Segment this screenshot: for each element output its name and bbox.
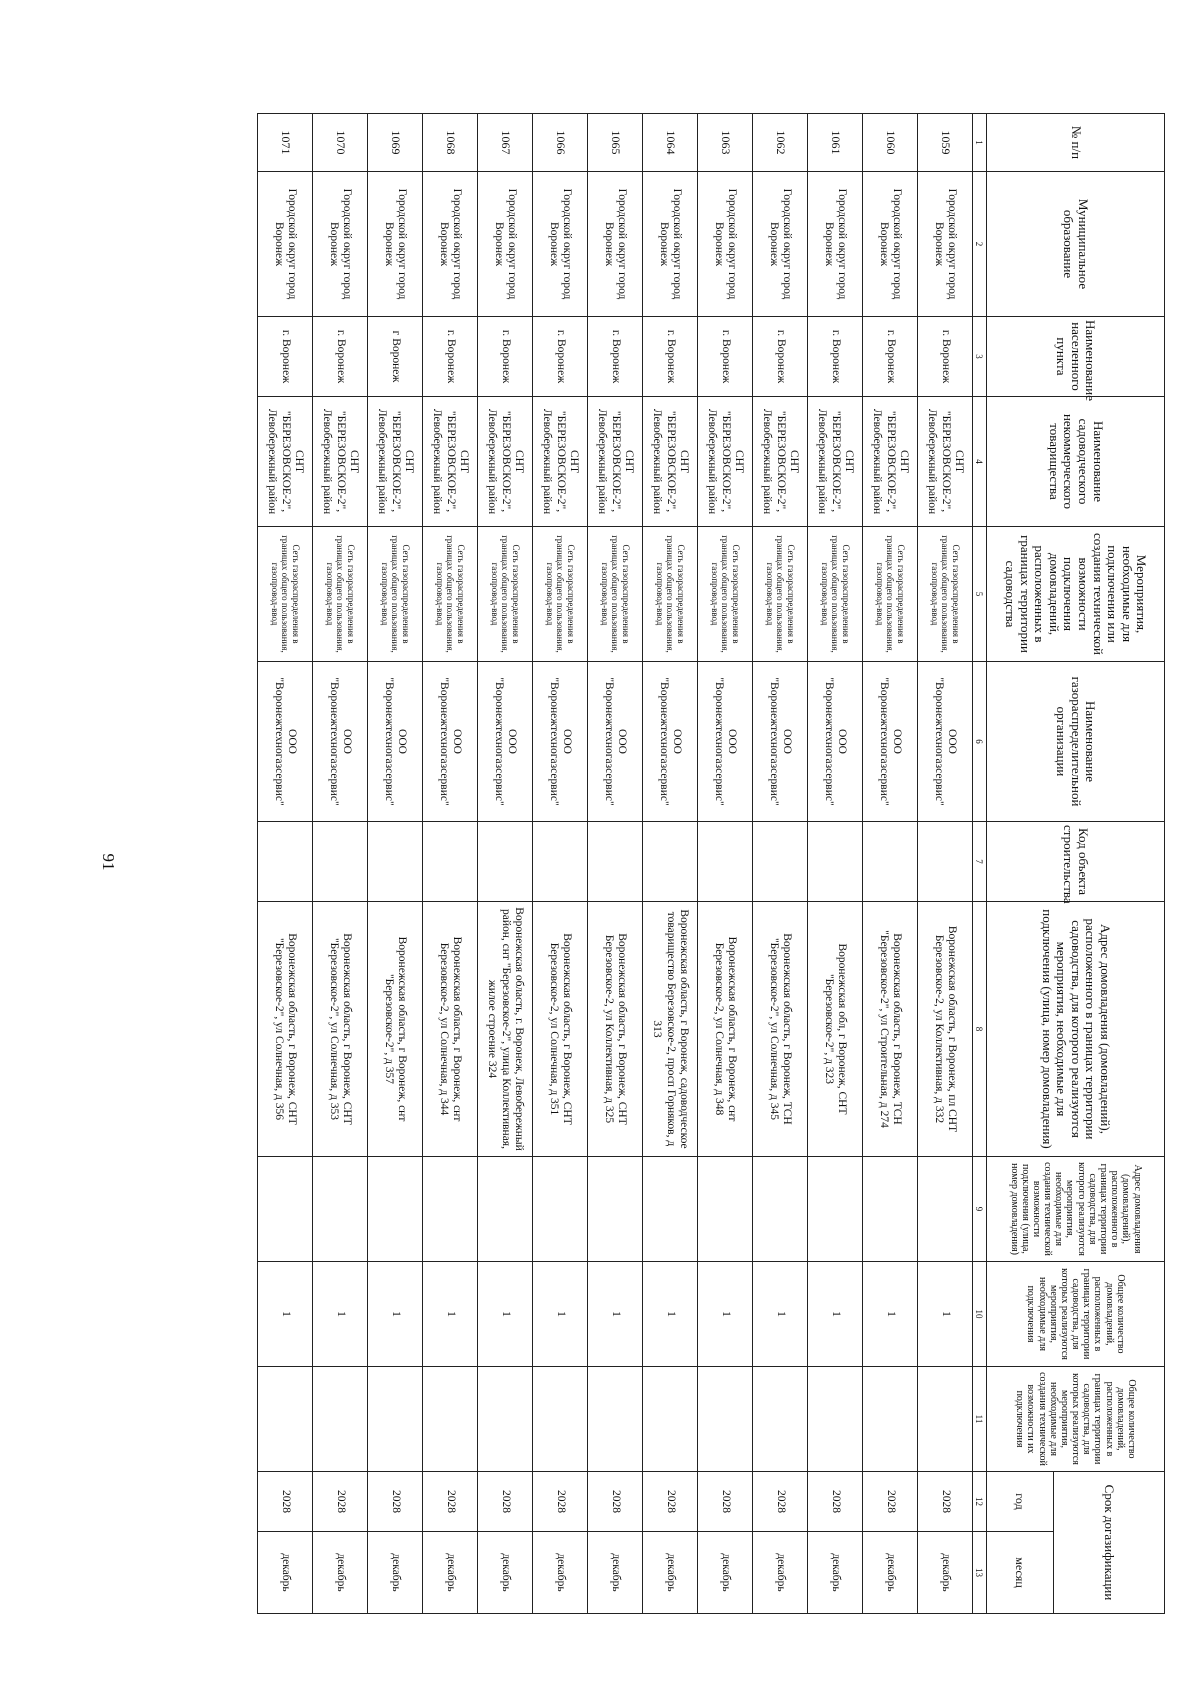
settlement-cell: г. Воронеж (643, 317, 698, 397)
organization-cell: ООО "Воронежтехногазсервис" (478, 662, 533, 822)
table-row (698, 114, 753, 1614)
organization-cell: ООО "Воронежтехногазсервис" (863, 662, 918, 822)
table-row (753, 114, 808, 1614)
table-row (808, 114, 863, 1614)
organization-cell: ООО "Воронежтехногазсервис" (313, 662, 368, 822)
gasification-table (257, 113, 1165, 1614)
column-number: 12 (973, 1472, 987, 1532)
organization-cell: ООО "Воронежтехногазсервис" (423, 662, 478, 822)
partnership-cell: СНТ "БЕРЕЗОВСКОЕ-2", Левобережный район (753, 397, 808, 527)
partnership-cell: СНТ "БЕРЕЗОВСКОЕ-2", Левобережный район (478, 397, 533, 527)
object-code-cell (698, 822, 753, 902)
row-number: 1063 (698, 114, 753, 172)
organization-cell: ООО "Воронежтехногазсервис" (753, 662, 808, 822)
capability-address-cell (753, 1157, 808, 1262)
municipality-cell: Городской округ город Воронеж (423, 172, 478, 317)
municipality-cell: Городской округ город Воронеж (588, 172, 643, 317)
capability-count-cell (918, 1367, 973, 1472)
settlement-cell: г. Воронеж (423, 317, 478, 397)
column-number: 1 (973, 114, 987, 172)
settlement-cell: г Воронеж (368, 317, 423, 397)
column-number: 13 (973, 1532, 987, 1614)
settlement-cell: г. Воронеж (258, 317, 313, 397)
object-code-cell (808, 822, 863, 902)
month-cell: декабрь (863, 1532, 918, 1614)
address-cell: Воронежская область, г Воронеж, СНТ Березовское-2, ул Коллективная, д 325 (588, 902, 643, 1157)
partnership-cell: СНТ "БЕРЕЗОВСКОЕ-2", Левобережный район (808, 397, 863, 527)
table-row (533, 114, 588, 1614)
year-cell: 2028 (698, 1472, 753, 1532)
month-cell: декабрь (808, 1532, 863, 1614)
row-number: 1064 (643, 114, 698, 172)
capability-address-cell (808, 1157, 863, 1262)
table-row (643, 114, 698, 1614)
row-number: 1071 (258, 114, 313, 172)
header-row (1054, 114, 1165, 1614)
month-cell: декабрь (753, 1532, 808, 1614)
year-cell: 2028 (918, 1472, 973, 1532)
connection-count-cell: 1 (588, 1262, 643, 1367)
table-row (478, 114, 533, 1614)
connection-count-cell: 1 (753, 1262, 808, 1367)
capability-address-cell (368, 1157, 423, 1262)
partnership-cell: СНТ "БЕРЕЗОВСКОЕ-2", Левобережный район (368, 397, 423, 527)
connection-count-cell: 1 (258, 1262, 313, 1367)
header-organization: Наименование газораспределительной организации (987, 662, 1165, 822)
row-number: 1060 (863, 114, 918, 172)
settlement-cell: г. Воронеж (588, 317, 643, 397)
row-number: 1070 (313, 114, 368, 172)
address-cell: Воронежская область, г Воронеж, пл СНТ Березовское-2, ул Коллективная, д 332 (918, 902, 973, 1157)
partnership-cell: СНТ "БЕРЕЗОВСКОЕ-2", Левобережный район (423, 397, 478, 527)
header-month: месяц (987, 1532, 1054, 1614)
organization-cell: ООО "Воронежтехногазсервис" (808, 662, 863, 822)
header-count-connection: Общее количество домовладений, расположенных в границах территории садоводства, для которых реализуются мероприятия, необходимые для подключения (987, 1262, 1165, 1367)
column-number: 8 (973, 902, 987, 1157)
capability-count-cell (698, 1367, 753, 1472)
partnership-cell: СНТ "БЕРЕЗОВСКОЕ-2", Левобережный район (918, 397, 973, 527)
month-cell: декабрь (478, 1532, 533, 1614)
partnership-cell: СНТ "БЕРЕЗОВСКОЕ-2", Левобережный район (258, 397, 313, 527)
row-number: 1067 (478, 114, 533, 172)
header-count-capability: Общее количество домовладений, расположенных в границах территории садоводства, для которых реализуются мероприятия, необходимые для создания технической возможности их подключения (987, 1367, 1165, 1472)
capability-address-cell (423, 1157, 478, 1262)
organization-cell: ООО "Воронежтехногазсервис" (918, 662, 973, 822)
capability-count-cell (478, 1367, 533, 1472)
month-cell: декабрь (698, 1532, 753, 1614)
address-cell: Воронежская область, г Воронеж, снт "Березовское-2", д 357 (368, 902, 423, 1157)
settlement-cell: г. Воронеж (698, 317, 753, 397)
capability-count-cell (313, 1367, 368, 1472)
month-cell: декабрь (423, 1532, 478, 1614)
table-row (313, 114, 368, 1614)
municipality-cell: Городской округ город Воронеж (368, 172, 423, 317)
object-code-cell (478, 822, 533, 902)
column-number: 6 (973, 662, 987, 822)
column-number: 11 (973, 1367, 987, 1472)
object-code-cell (313, 822, 368, 902)
year-cell: 2028 (808, 1472, 863, 1532)
header-num: № п/п (987, 114, 1165, 172)
row-number: 1068 (423, 114, 478, 172)
row-number: 1065 (588, 114, 643, 172)
settlement-cell: г. Воронеж (918, 317, 973, 397)
partnership-cell: СНТ "БЕРЕЗОВСКОЕ-2", Левобережный район (533, 397, 588, 527)
address-cell: Воронежская область, г Воронеж, снт Березовское-2, ул Солнечная, д 344 (423, 902, 478, 1157)
capability-count-cell (423, 1367, 478, 1472)
column-number: 7 (973, 822, 987, 902)
year-cell: 2028 (533, 1472, 588, 1532)
table-row (588, 114, 643, 1614)
month-cell: декабрь (533, 1532, 588, 1614)
capability-count-cell (643, 1367, 698, 1472)
address-cell: Воронежская область, г. Воронеж, Левобережный район, снт "Березовское-2", улица Коллективная, жилое строение 324 (478, 902, 533, 1157)
activity-cell: Сеть газораспределения в границах общего пользования, газопровод-ввод (258, 527, 313, 662)
settlement-cell: г. Воронеж (533, 317, 588, 397)
header-deadline: Срок догазификации (1054, 1472, 1165, 1614)
connection-count-cell: 1 (643, 1262, 698, 1367)
capability-count-cell (588, 1367, 643, 1472)
column-number: 10 (973, 1262, 987, 1367)
connection-count-cell: 1 (313, 1262, 368, 1367)
address-cell: Воронежская область, г Воронеж, садоводческое товарищество Березовское-2, просп Горняков, д 313 (643, 902, 698, 1157)
activity-cell: Сеть газораспределения в границах общего пользования, газопровод-ввод (588, 527, 643, 662)
connection-count-cell: 1 (478, 1262, 533, 1367)
municipality-cell: Городской округ город Воронеж (258, 172, 313, 317)
activity-cell: Сеть газораспределения в границах общего пользования, газопровод-ввод (423, 527, 478, 662)
year-cell: 2028 (423, 1472, 478, 1532)
header-address-capability: Адрес домовладения (домовладений), расположенного в границах территории садоводства, для которого реализуются мероприятия, необходимые для создания технической возможности подключения (улица, номер домовладения) (987, 1157, 1165, 1262)
municipality-cell: Городской округ город Воронеж (478, 172, 533, 317)
activity-cell: Сеть газораспределения в границах общего пользования, газопровод-ввод (698, 527, 753, 662)
column-number: 4 (973, 397, 987, 527)
year-cell: 2028 (753, 1472, 808, 1532)
header-object-code: Код объекта строительства (987, 822, 1165, 902)
month-cell: декабрь (918, 1532, 973, 1614)
partnership-cell: СНТ "БЕРЕЗОВСКОЕ-2", Левобережный район (863, 397, 918, 527)
capability-address-cell (478, 1157, 533, 1262)
year-cell: 2028 (313, 1472, 368, 1532)
activity-cell: Сеть газораспределения в границах общего пользования, газопровод-ввод (753, 527, 808, 662)
column-number: 9 (973, 1157, 987, 1262)
object-code-cell (863, 822, 918, 902)
municipality-cell: Городской округ город Воронеж (863, 172, 918, 317)
document-sheet (73, 113, 1165, 1613)
month-cell: декабрь (258, 1532, 313, 1614)
year-cell: 2028 (368, 1472, 423, 1532)
partnership-cell: СНТ "БЕРЕЗОВСКОЕ-2", Левобережный район (588, 397, 643, 527)
capability-address-cell (533, 1157, 588, 1262)
municipality-cell: Городской округ город Воронеж (643, 172, 698, 317)
connection-count-cell: 1 (808, 1262, 863, 1367)
municipality-cell: Городской округ город Воронеж (918, 172, 973, 317)
activity-cell: Сеть газораспределения в границах общего пользования, газопровод-ввод (313, 527, 368, 662)
object-code-cell (423, 822, 478, 902)
activity-cell: Сеть газораспределения в границах общего пользования, газопровод-ввод (533, 527, 588, 662)
month-cell: декабрь (588, 1532, 643, 1614)
municipality-cell: Городской округ город Воронеж (533, 172, 588, 317)
capability-address-cell (313, 1157, 368, 1262)
capability-count-cell (863, 1367, 918, 1472)
column-number: 5 (973, 527, 987, 662)
municipality-cell: Городской округ город Воронеж (753, 172, 808, 317)
connection-count-cell: 1 (533, 1262, 588, 1367)
organization-cell: ООО "Воронежтехногазсервис" (368, 662, 423, 822)
row-number: 1066 (533, 114, 588, 172)
year-cell: 2028 (643, 1472, 698, 1532)
municipality-cell: Городской округ город Воронеж (808, 172, 863, 317)
connection-count-cell: 1 (918, 1262, 973, 1367)
table-row (368, 114, 423, 1614)
month-cell: декабрь (643, 1532, 698, 1614)
object-code-cell (588, 822, 643, 902)
partnership-cell: СНТ "БЕРЕЗОВСКОЕ-2", Левобережный район (313, 397, 368, 527)
settlement-cell: г. Воронеж (313, 317, 368, 397)
municipality-cell: Городской округ город Воронеж (698, 172, 753, 317)
month-cell: декабрь (368, 1532, 423, 1614)
activity-cell: Сеть газораспределения в границах общего пользования, газопровод-ввод (808, 527, 863, 662)
address-cell: Воронежская область, г Воронеж, СНТ "Березовское-2", ул Солнечная, д 356 (258, 902, 313, 1157)
connection-count-cell: 1 (863, 1262, 918, 1367)
capability-address-cell (918, 1157, 973, 1262)
row-number: 1062 (753, 114, 808, 172)
table-body (258, 114, 973, 1614)
capability-address-cell (643, 1157, 698, 1262)
activity-cell: Сеть газораспределения в границах общего пользования, газопровод-ввод (643, 527, 698, 662)
row-number: 1059 (918, 114, 973, 172)
year-cell: 2028 (588, 1472, 643, 1532)
capability-count-cell (533, 1367, 588, 1472)
connection-count-cell: 1 (423, 1262, 478, 1367)
object-code-cell (753, 822, 808, 902)
organization-cell: ООО "Воронежтехногазсервис" (258, 662, 313, 822)
year-cell: 2028 (863, 1472, 918, 1532)
header-activities: Мероприятия, необходимые для подключения или создания технической возможности подключения домовладений, расположенных в границах территории садоводства (987, 527, 1165, 662)
settlement-cell: г. Воронеж (753, 317, 808, 397)
partnership-cell: СНТ "БЕРЕЗОВСКОЕ-2", Левобережный район (643, 397, 698, 527)
capability-address-cell (588, 1157, 643, 1262)
connection-count-cell: 1 (698, 1262, 753, 1367)
header-partnership: Наименование садоводческого некоммерческого товарищества (987, 397, 1165, 527)
organization-cell: ООО "Воронежтехногазсервис" (643, 662, 698, 822)
capability-address-cell (698, 1157, 753, 1262)
row-number: 1069 (368, 114, 423, 172)
column-number: 3 (973, 317, 987, 397)
settlement-cell: г. Воронеж (808, 317, 863, 397)
address-cell: Воронежская область, г Воронеж, СНТ "Березовское-2", ул Солнечная, д 353 (313, 902, 368, 1157)
table-row (423, 114, 478, 1614)
month-cell: декабрь (313, 1532, 368, 1614)
table-row (918, 114, 973, 1614)
object-code-cell (368, 822, 423, 902)
object-code-cell (643, 822, 698, 902)
header-municipality: Муниципальное образование (987, 172, 1165, 317)
settlement-cell: г. Воронеж (863, 317, 918, 397)
capability-count-cell (753, 1367, 808, 1472)
capability-address-cell (863, 1157, 918, 1262)
row-number: 1061 (808, 114, 863, 172)
address-cell: Воронежская обл, г Воронеж, СНТ "Березовское-2", д 323 (808, 902, 863, 1157)
address-cell: Воронежская область, г Воронеж, снт Березовское-2, ул Солнечная, д 348 (698, 902, 753, 1157)
column-number-row (973, 114, 987, 1614)
partnership-cell: СНТ "БЕРЕЗОВСКОЕ-2", Левобережный район (698, 397, 753, 527)
page-number: 91 (99, 853, 118, 871)
capability-count-cell (368, 1367, 423, 1472)
object-code-cell (918, 822, 973, 902)
capability-address-cell (258, 1157, 313, 1262)
capability-count-cell (808, 1367, 863, 1472)
address-cell: Воронежская область, г Воронеж, ТСН "Березовское-2", ул Строительная, д 274 (863, 902, 918, 1157)
table-row (863, 114, 918, 1614)
activity-cell: Сеть газораспределения в границах общего пользования, газопровод-ввод (863, 527, 918, 662)
activity-cell: Сеть газораспределения в границах общего пользования, газопровод-ввод (918, 527, 973, 662)
table-row (258, 114, 313, 1614)
activity-cell: Сеть газораспределения в границах общего пользования, газопровод-ввод (478, 527, 533, 662)
header-settlement: Наименование населенного пункта (987, 317, 1165, 397)
address-cell: Воронежская область, г Воронеж, ТСН "Березовское-2", ул Солнечная, д 345 (753, 902, 808, 1157)
address-cell: Воронежская область, г Воронеж, СНТ Березовское-2, ул Солнечная, д 351 (533, 902, 588, 1157)
organization-cell: ООО "Воронежтехногазсервис" (588, 662, 643, 822)
connection-count-cell: 1 (368, 1262, 423, 1367)
year-cell: 2028 (258, 1472, 313, 1532)
activity-cell: Сеть газораспределения в границах общего пользования, газопровод-ввод (368, 527, 423, 662)
municipality-cell: Городской округ город Воронеж (313, 172, 368, 317)
organization-cell: ООО "Воронежтехногазсервис" (533, 662, 588, 822)
settlement-cell: г. Воронеж (478, 317, 533, 397)
year-cell: 2028 (478, 1472, 533, 1532)
header-address-connection: Адрес домовладения (домовладений), расположенного в границах территории садоводства, для которого реализуются мероприятия, необходимые для подключения (улица, номер домовладения) (987, 902, 1165, 1157)
object-code-cell (533, 822, 588, 902)
organization-cell: ООО "Воронежтехногазсервис" (698, 662, 753, 822)
column-number: 2 (973, 172, 987, 317)
capability-count-cell (258, 1367, 313, 1472)
object-code-cell (258, 822, 313, 902)
header-year: год (987, 1472, 1054, 1532)
